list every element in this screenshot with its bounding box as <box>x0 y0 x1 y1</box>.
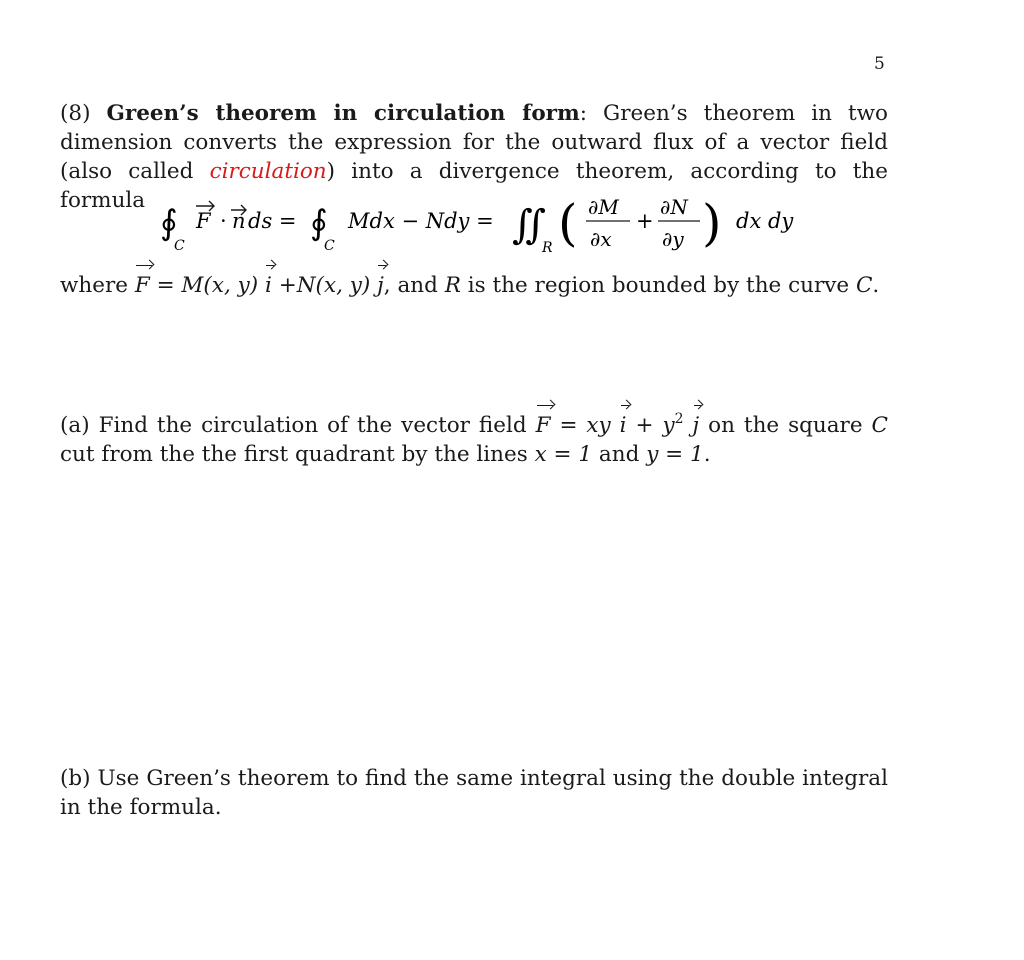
differentials: dx dy <box>736 209 794 233</box>
part-a-plus-y: + y <box>626 413 675 438</box>
and-text: , and <box>383 273 445 298</box>
intro-text-2: ) into a divergence theorem, according to the formula <box>60 159 889 213</box>
frac1-denominator: ∂x <box>590 227 612 251</box>
circulation-term: circulation <box>209 159 327 184</box>
part-a-and: and <box>592 442 647 467</box>
where-period: . <box>872 273 880 298</box>
part-b-text: Use Green’s theorem to find the same integral using the double integral in the formula. <box>60 766 888 820</box>
greens-theorem-formula <box>160 190 800 260</box>
vector-F: F <box>134 273 150 298</box>
part-a-xy: = xy <box>550 413 620 438</box>
contour-integral-symbol: ∮ <box>160 203 178 243</box>
region-subscript: R <box>542 240 553 256</box>
frac2-numerator: ∂N <box>660 195 688 219</box>
part-a-curve-C: C <box>871 413 888 438</box>
part-a-line-y: y = 1 <box>646 442 704 467</box>
ds-equals: ds = <box>248 209 297 233</box>
where-clause <box>60 271 888 300</box>
part-b <box>60 764 888 822</box>
curve-C: C <box>855 273 873 298</box>
normal-n: n <box>232 209 246 233</box>
part-a-text-1: Find the circulation of the vector field <box>89 413 536 438</box>
curve-subscript-2: C <box>324 238 335 254</box>
part-a-vector-F: F <box>535 413 551 438</box>
intro-text-1: Green’s theorem in two dimension converts the expression for the outward flux of a vector field (also called <box>60 101 888 184</box>
frac2-denominator: ∂y <box>662 227 684 251</box>
where-word: where <box>60 273 135 298</box>
unit-vector-j: j <box>377 273 384 298</box>
part-a-line-x: x = 1 <box>534 442 593 467</box>
curve-subscript: C <box>174 238 185 254</box>
part-a <box>60 405 888 469</box>
double-integral-symbol: ∬ <box>512 202 547 248</box>
field-F: F <box>196 209 211 233</box>
line-integrand: Mdx − Ndy = <box>348 209 494 233</box>
page-number: 5 <box>874 54 885 74</box>
M-component: M(x, y) <box>181 273 259 298</box>
problem-heading: Green’s theorem in circulation form <box>106 101 580 126</box>
part-a-unit-j: j <box>692 413 700 438</box>
plus-sign: + <box>636 209 654 233</box>
problem-label: (8) <box>60 101 91 126</box>
part-a-text-2: on the square <box>699 413 872 438</box>
region-description: is the region bounded by the curve <box>460 273 856 298</box>
part-a-text-3: cut from the the first quadrant by the lines <box>60 442 535 467</box>
formula-svg <box>160 190 800 260</box>
part-a-unit-i: i <box>619 413 627 438</box>
contour-integral-symbol-2: ∮ <box>310 203 328 243</box>
frac1-numerator: ∂M <box>588 195 619 219</box>
part-a-label: (a) <box>60 413 90 438</box>
region-R: R <box>444 273 461 298</box>
heading-colon: : <box>579 101 588 126</box>
part-b-label: (b) <box>60 766 91 791</box>
left-paren: ( <box>558 194 578 252</box>
dot-operator: · <box>220 209 227 233</box>
N-component: +N(x, y) <box>271 273 371 298</box>
right-paren: ) <box>702 194 722 252</box>
part-a-period: . <box>703 442 711 467</box>
equals: = <box>149 273 182 298</box>
part-a-exponent: 2 <box>674 411 684 427</box>
unit-vector-i: i <box>265 273 272 298</box>
